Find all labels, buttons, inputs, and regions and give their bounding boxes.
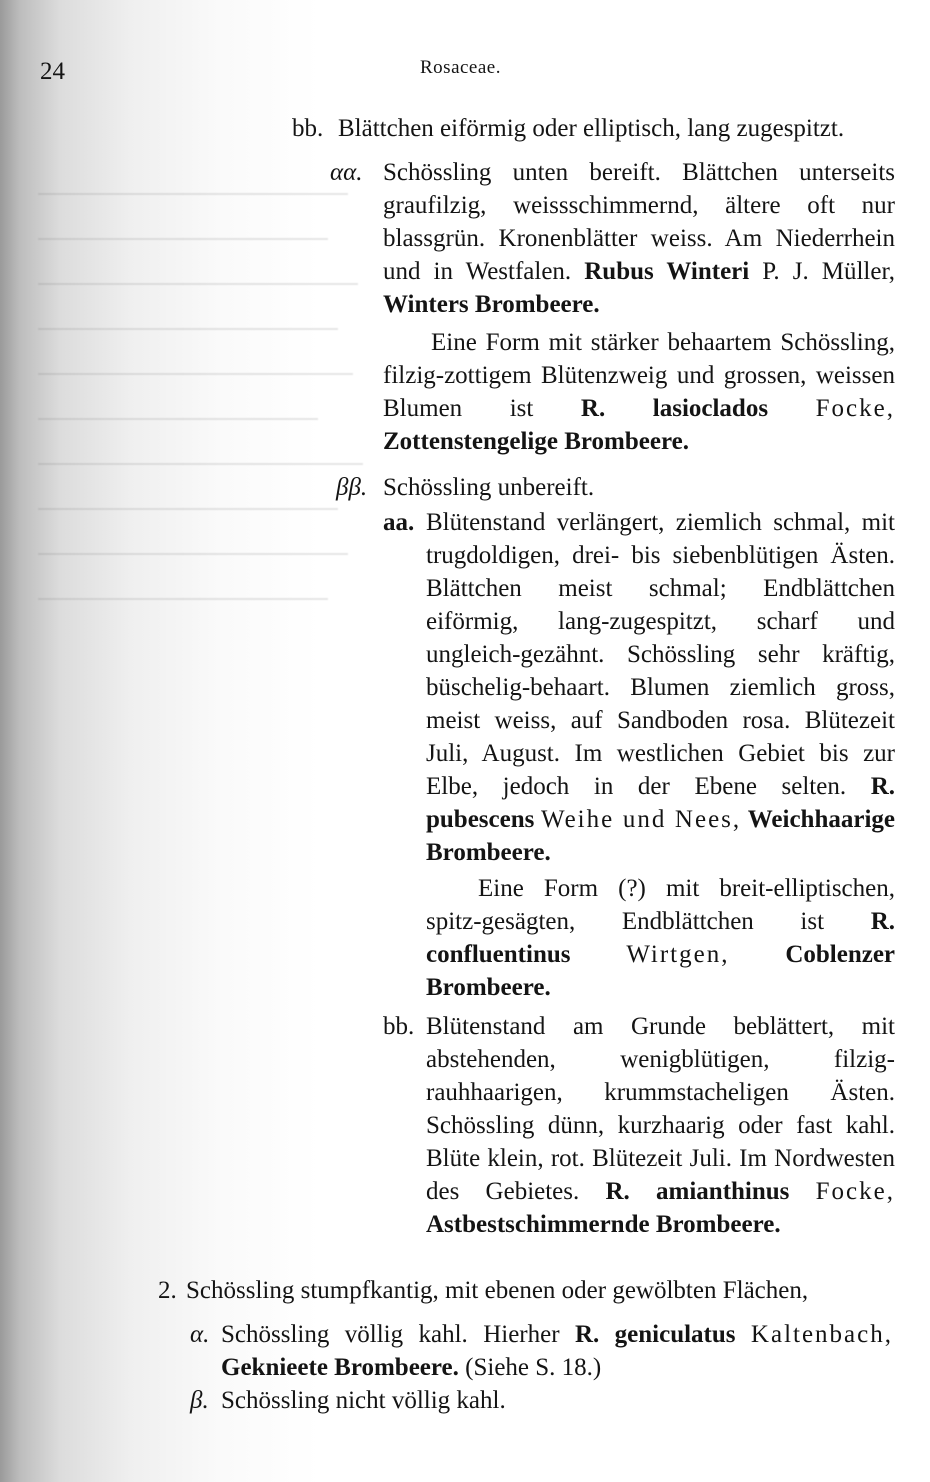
key-line-bb: Blättchen eiförmig oder elliptisch, lang zugespitzt. [338,115,845,142]
key-marker-bb-second: bb. [383,1013,415,1040]
key-marker-alpha: α. [190,1321,210,1348]
running-title: Rosaceae. [420,57,501,78]
species-name: R. lasioclados [580,395,769,422]
species-author: Wirtgen, [626,941,730,968]
description-text: Schössling völlig kahl. Hierher [221,1321,560,1348]
key-line-2: Schössling stumpfkantig, mit ebenen oder gewölbten Flächen, [186,1277,809,1304]
species-author: Kaltenbach, [750,1321,894,1348]
species-author: Focke, [815,1178,896,1205]
key-marker-aa: aa. [383,509,415,536]
key-line-beta: Schössling nicht völlig kahl. [221,1387,506,1414]
species-name: R. pubescens [426,773,895,833]
key-line-beta-beta: Schössling unbereift. [383,474,595,501]
species-author: Weihe und Nees, [540,806,742,833]
common-name: Weichhaarige Brombeere. [426,806,895,866]
key-paragraph-aa [426,506,895,869]
key-paragraph-bb-second [426,1010,895,1241]
species-author: Focke, [815,395,895,422]
page-number: 24 [40,58,65,85]
key-marker-bb: bb. [292,115,324,142]
species-name: R. geniculatus [574,1321,736,1348]
key-marker-beta: β. [190,1387,209,1414]
common-name: Zottenstengelige Brombeere. [383,428,689,455]
description-text: Blütenstand verlängert, ziemlich schmal, mit trugdoldigen, drei- bis siebenblütigen Ästen. Blättchen meist schmal; Endblättchen eiförmig, lang-zugespitzt, scharf und ungleich-gezähnt. Schössling sehr kräftig, büschelig-behaart. Blumen ziemlich gross, meist weiss, auf Sandboden rosa. Blütezeit Juli, August. Im westlichen Gebiet bis zur Elbe, jedoch in der Ebene selten. [426,509,895,800]
description-text: Blütenstand am Grunde beblättert, mit abstehenden, wenigblütigen, filzig-rauhhaarigen, krummstacheligen Ästen. Schössling dünn, kurzhaarig oder fast kahl. Blüte klein, rot. Blütezeit Juli. Im Nordwesten des Gebietes. [426,1013,895,1205]
species-author: P. J. Müller, [762,258,896,285]
key-marker-alpha-alpha: αα. [330,159,363,186]
key-marker-beta-beta: ββ. [336,474,368,501]
common-name: Winters Brombeere. [383,291,600,318]
key-paragraph-alpha [221,1318,893,1384]
species-name: R. confluentinus [426,908,895,968]
key-paragraph-alpha-alpha [383,156,895,321]
show-through-text [38,150,368,600]
common-name: Astbestschimmernde Brombeere. [426,1211,781,1238]
cross-reference: (Siehe S. 18.) [465,1354,602,1381]
forma-paragraph-confluentinus [426,872,895,1004]
common-name: Geknieete Brombeere. [221,1354,459,1381]
description-text: Eine Form (?) mit breit-elliptischen, spitz-gesägten, Endblättchen ist [426,875,895,935]
description-text: Schössling unten bereift. Blättchen unterseits graufilzig, weissschimmernd, ältere oft nur blassgrün. Kronenblätter weiss. Am Niederrhein und in Westfalen. [383,159,895,285]
key-marker-2: 2. [158,1277,177,1304]
species-name: R. amianthinus [605,1178,790,1205]
forma-paragraph-lasioclados [383,326,895,458]
description-text: Eine Form mit stärker behaartem Schössling, filzig-zottigem Blütenzweig und grossen, weissen Blumen ist [383,329,895,422]
species-name: Rubus Winteri [584,258,750,285]
common-name: Coblenzer Brombeere. [426,941,896,1001]
